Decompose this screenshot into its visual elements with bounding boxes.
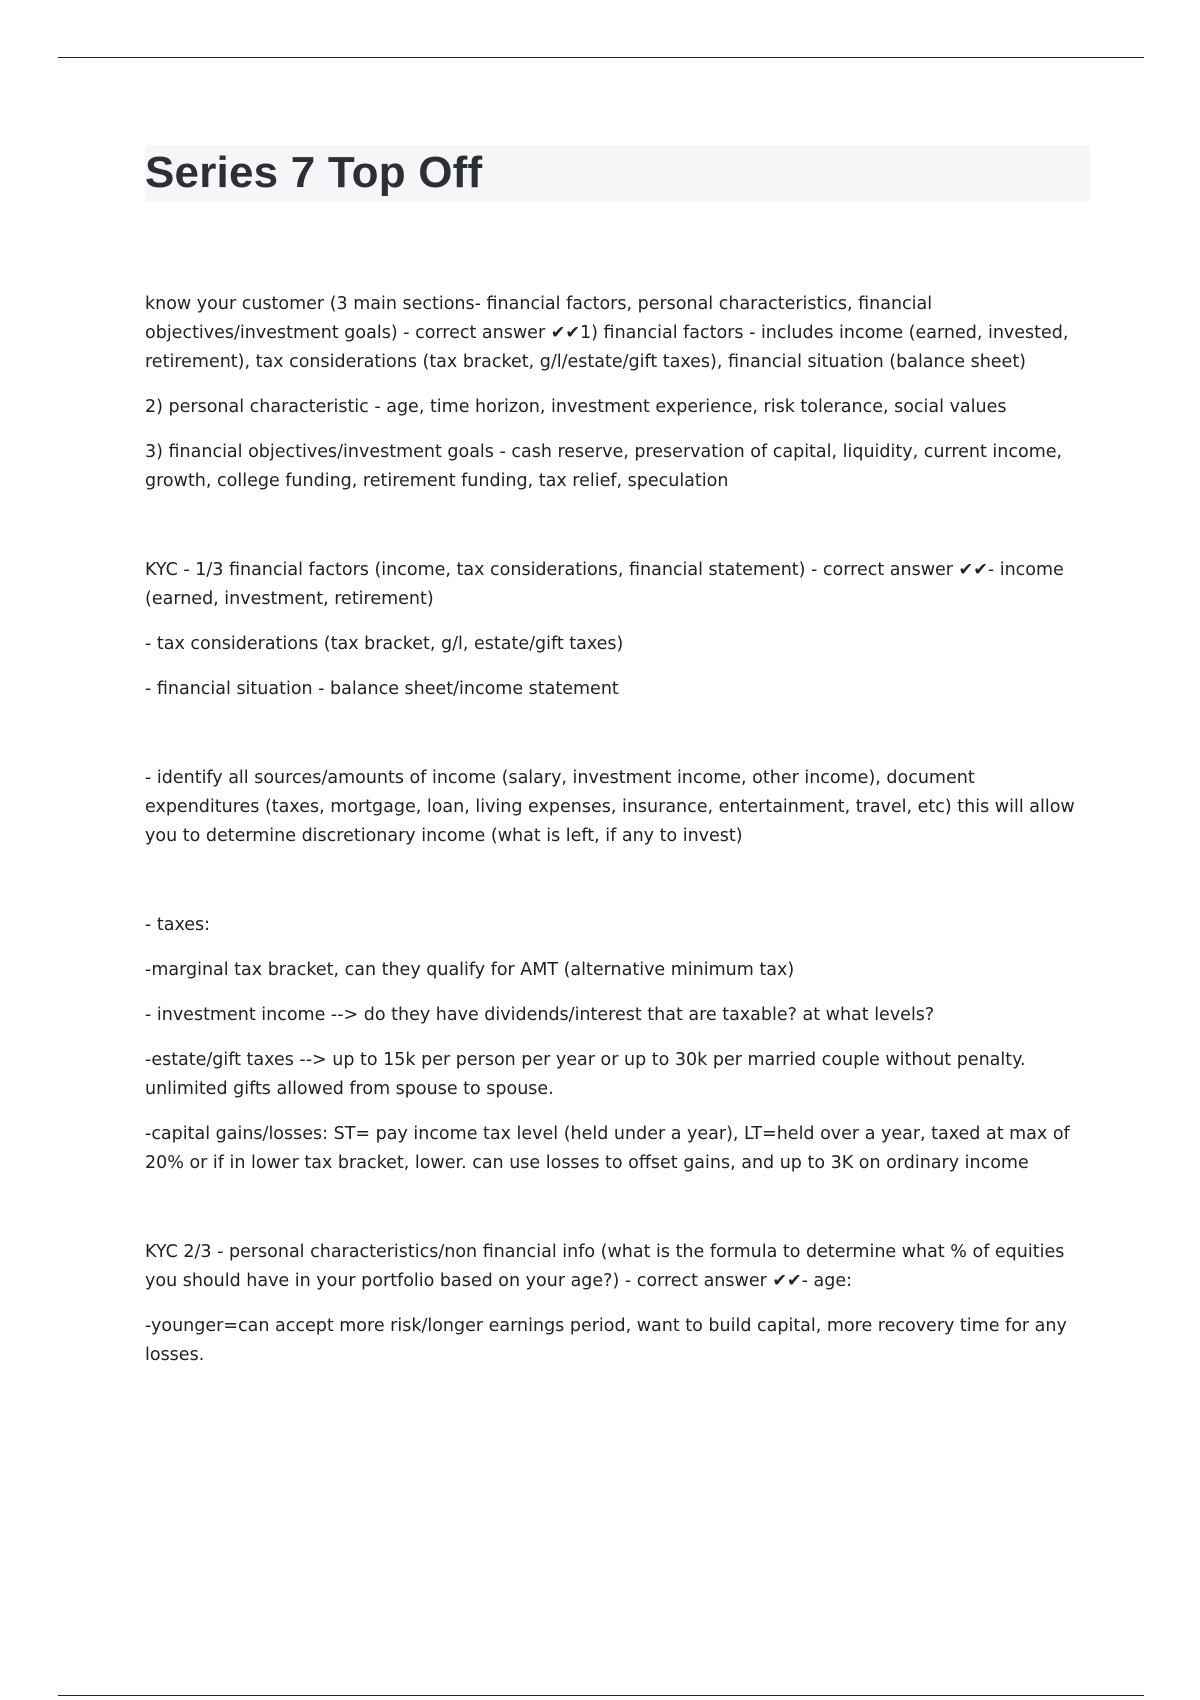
section-know-your-customer	[145, 290, 1090, 496]
section-kyc-financial-factors	[145, 556, 1090, 704]
paragraph: -estate/gift taxes --> up to 15k per person per year or up to 30k per married couple without penalty. unlimited gifts allowed from spouse to spouse.	[145, 1050, 1026, 1099]
paragraph: KYC 2/3 - personal characteristics/non financial info (what is the formula to determine what % of equities you should have in your portfolio based on your age?) - correct answer ✔✔- age:	[145, 1242, 1065, 1291]
section-spacer	[145, 512, 1090, 556]
top-rule	[58, 57, 1144, 58]
section-taxes	[145, 911, 1090, 1178]
section-spacer	[145, 720, 1090, 764]
page-title: Series 7 Top Off	[145, 148, 483, 197]
paragraph: - financial situation - balance sheet/income statement	[145, 679, 619, 699]
section-kyc-personal-characteristics	[145, 1238, 1090, 1370]
paragraph: -younger=can accept more risk/longer earnings period, want to build capital, more recovery time for any losses.	[145, 1316, 1067, 1365]
paragraph: 2) personal characteristic - age, time horizon, investment experience, risk tolerance, social values	[145, 397, 1007, 417]
section-spacer	[145, 867, 1090, 911]
paragraph: KYC - 1/3 financial factors (income, tax considerations, financial statement) - correct answer ✔✔- income (earned, investment, retirement)	[145, 560, 1064, 609]
paragraph: - tax considerations (tax bracket, g/l, estate/gift taxes)	[145, 634, 624, 654]
document-body	[145, 290, 1090, 1386]
paragraph: -marginal tax bracket, can they qualify for AMT (alternative minimum tax)	[145, 960, 795, 980]
section-spacer	[145, 1194, 1090, 1238]
bottom-rule	[58, 1695, 1144, 1696]
section-income-sources	[145, 764, 1090, 851]
paragraph: - investment income --> do they have dividends/interest that are taxable? at what levels?	[145, 1005, 935, 1025]
paragraph: -capital gains/losses: ST= pay income tax level (held under a year), LT=held over a year, taxed at max of 20% or if in lower tax bracket, lower. can use losses to offset gains, and up to 3K on ordinary income	[145, 1124, 1070, 1173]
paragraph: know your customer (3 main sections- financial factors, personal characteristics, financial objectives/investment goals) - correct answer ✔✔1) financial factors - includes income (earned, invested, retirement), tax considerations (tax bracket, g/l/estate/gift taxes), financial situation (balance sheet)	[145, 294, 1069, 372]
paragraph: - identify all sources/amounts of income (salary, investment income, other income), document expenditures (taxes, mortgage, loan, living expenses, insurance, entertainment, travel, etc) this will allow you to determine discretionary income (what is left, if any to invest)	[145, 768, 1075, 846]
paragraph: - taxes:	[145, 915, 211, 935]
paragraph: 3) financial objectives/investment goals - cash reserve, preservation of capital, liquidity, current income, growth, college funding, retirement funding, tax relief, speculation	[145, 442, 1063, 491]
